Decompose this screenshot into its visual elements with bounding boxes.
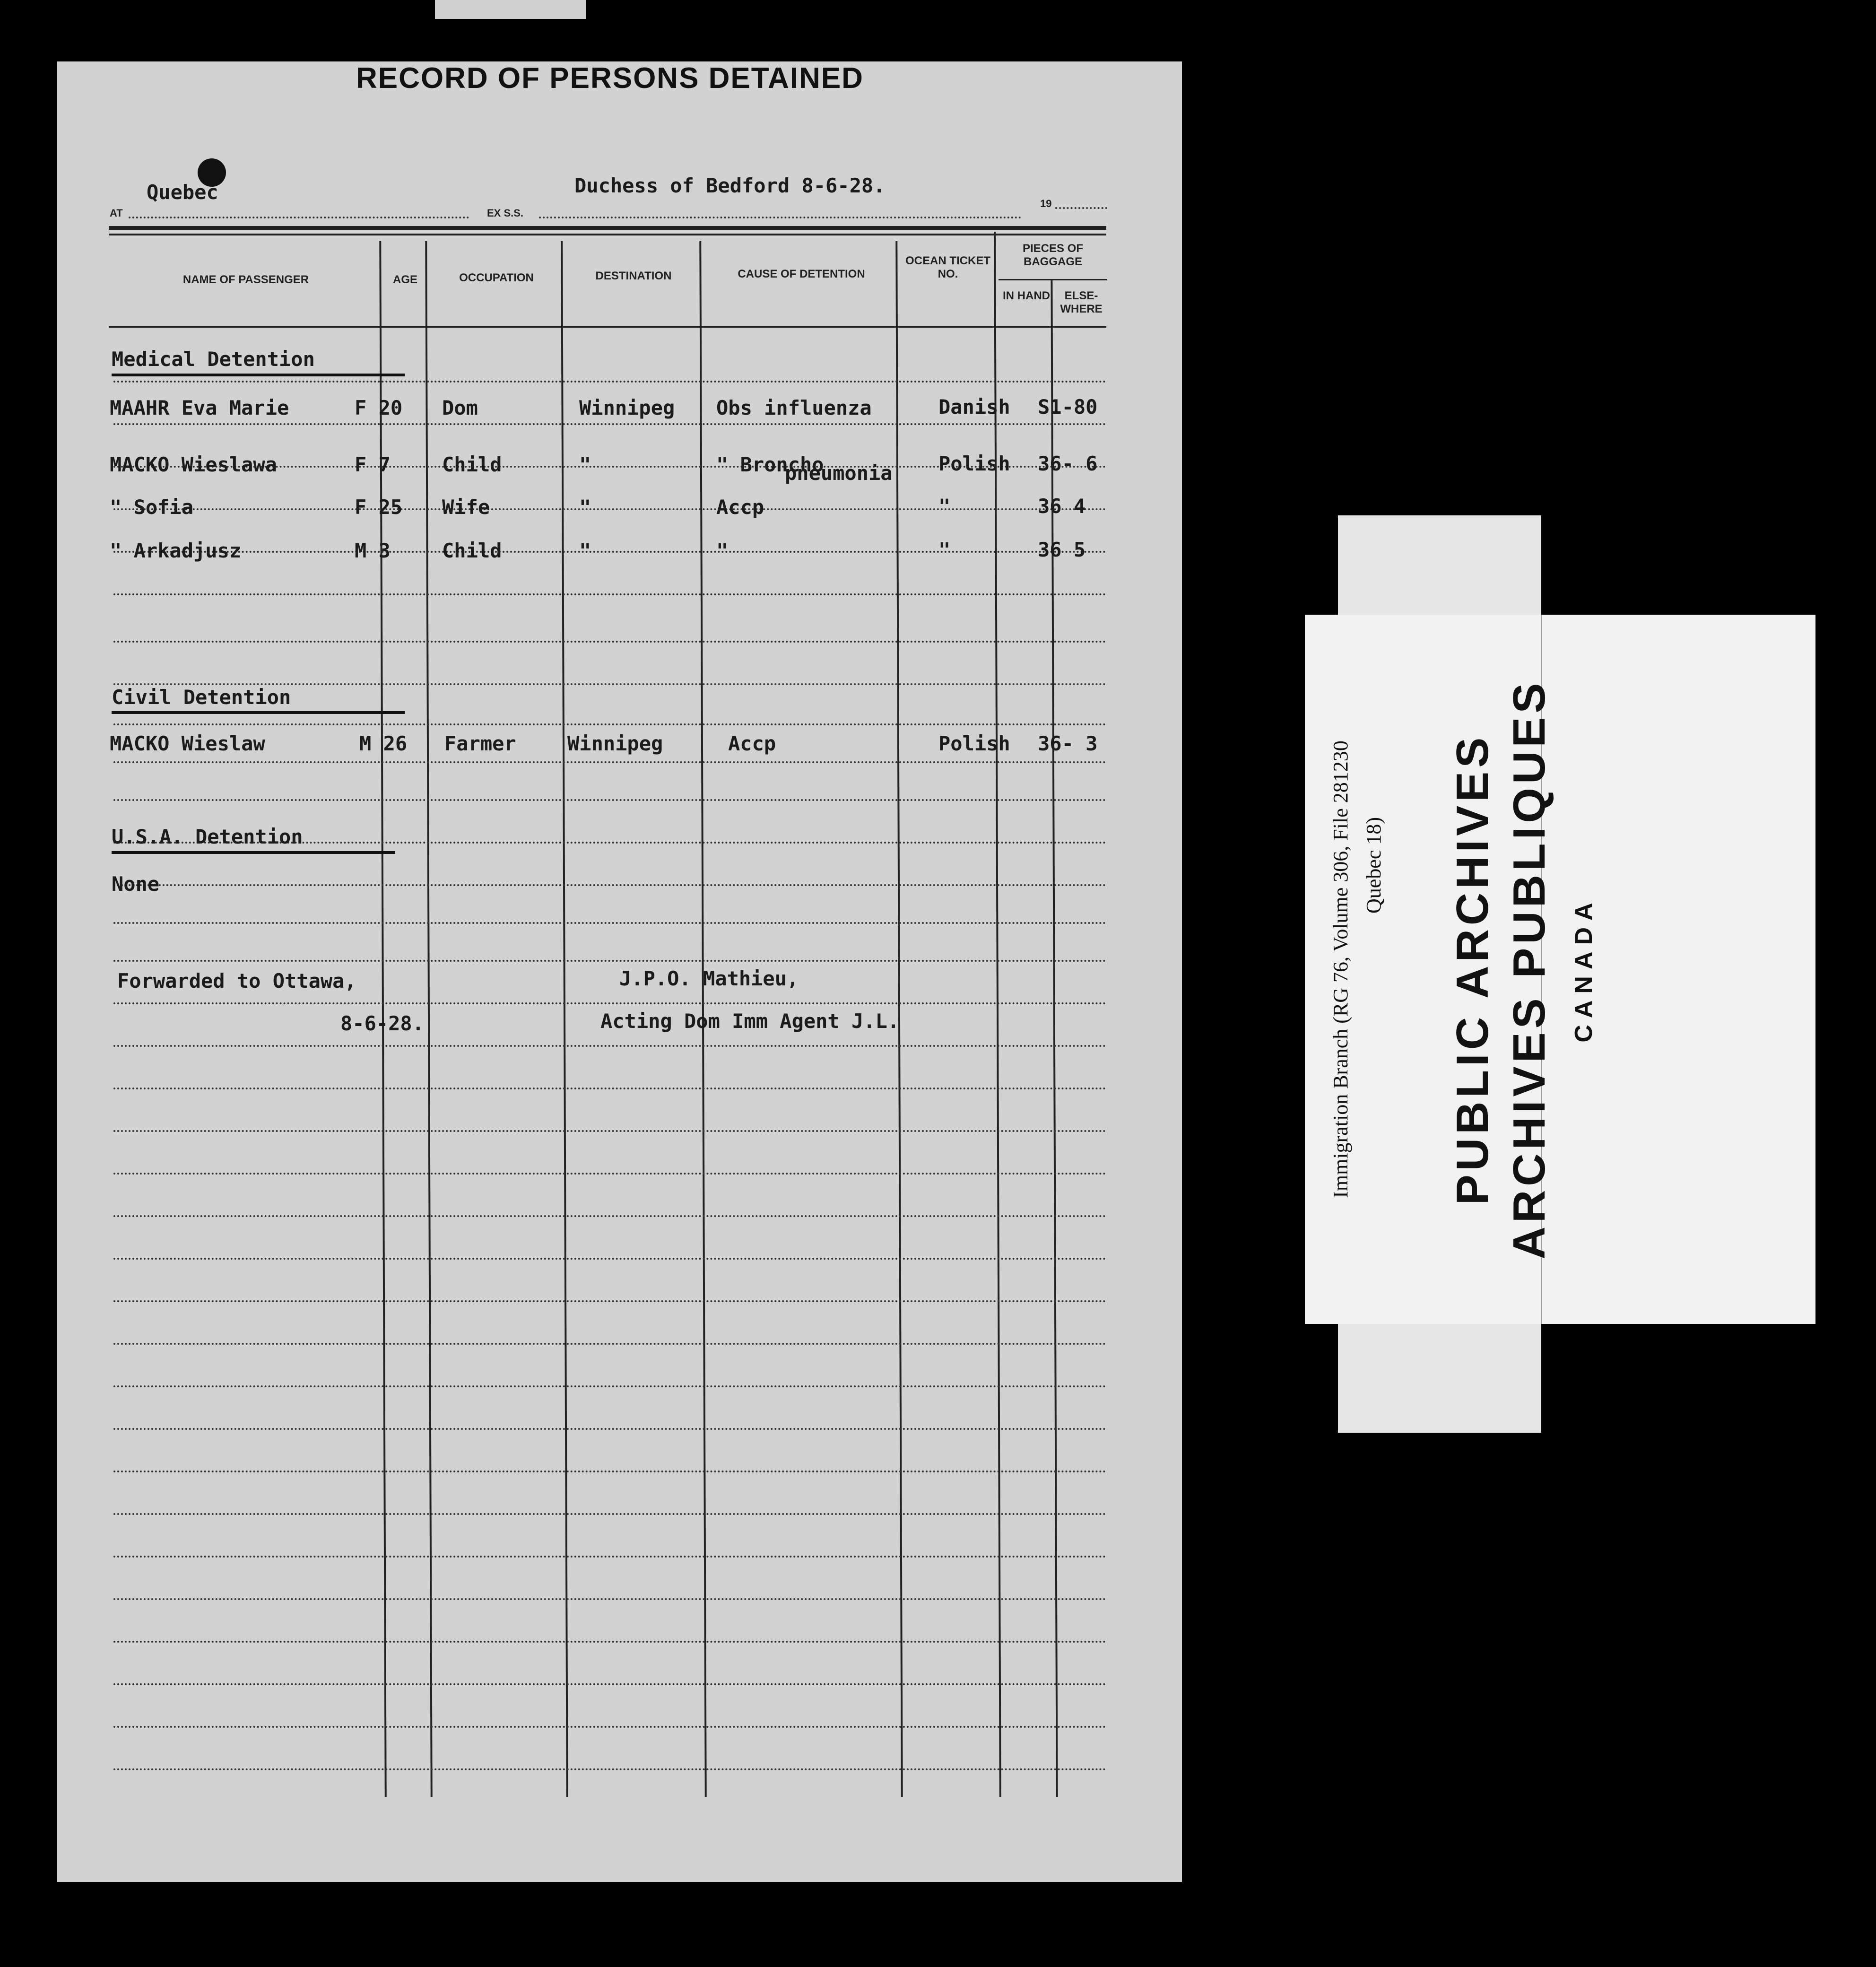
row-dotted-line <box>113 508 1106 510</box>
col-header-ocean-ticket: OCEAN TICKET NO. <box>905 254 990 280</box>
baggage-sub-rule <box>999 279 1107 280</box>
baggage-count: S1-80 <box>1038 395 1098 418</box>
usa-none-value: None <box>112 872 160 896</box>
row-dotted-line <box>113 1513 1106 1515</box>
col-header-destination: DESTINATION <box>595 270 672 282</box>
row-dotted-line <box>113 1683 1106 1685</box>
passenger-name: MAAHR Eva Marie <box>110 396 289 419</box>
row-dotted-line <box>113 593 1106 595</box>
row-dotted-line <box>113 1385 1106 1387</box>
row-dotted-line <box>113 1002 1106 1004</box>
archive-label-line2: Quebec 18) <box>1362 817 1385 914</box>
section-usa-underline <box>112 851 395 854</box>
row-dotted-line <box>113 884 1106 886</box>
section-civil-underline <box>112 711 405 714</box>
passenger-occupation: Wife <box>442 496 490 519</box>
passenger-sex-age: M 3 <box>355 539 391 562</box>
year-label: 19 <box>1040 198 1052 209</box>
ex-ss-dotted-line <box>539 217 1021 218</box>
detention-cause: Accp <box>728 732 776 755</box>
section-usa: U.S.A. Detention <box>112 825 303 848</box>
col-header-baggage: PIECES OF BAGGAGE <box>1022 242 1084 268</box>
forwarded-text: Forwarded to Ottawa, <box>117 969 356 992</box>
row-dotted-line <box>113 1173 1106 1175</box>
col-header-elsewhere: ELSE- WHERE <box>1060 289 1103 315</box>
section-medical-underline <box>112 374 405 376</box>
row-dotted-line <box>113 1598 1106 1600</box>
ocean-ticket: Polish <box>938 732 1010 755</box>
signer-name: J.P.O. Mathieu, <box>619 967 799 990</box>
col-header-name: NAME OF PASSENGER <box>182 273 309 286</box>
detention-cause: " Broncho <box>716 453 824 476</box>
archive-label-public-archives: PUBLIC ARCHIVES <box>1447 733 1498 1205</box>
row-dotted-line <box>113 1726 1106 1728</box>
passenger-name: MACKO Wieslawa <box>110 453 278 476</box>
detention-cause-continued: pneumonia <box>785 461 893 485</box>
passenger-occupation: Child <box>442 453 502 476</box>
passenger-occupation: Child <box>442 539 502 562</box>
baggage-count: 36 5 <box>1038 538 1086 561</box>
signer-title: Acting Dom Imm Agent J.L. <box>600 1010 900 1033</box>
passenger-destination: " <box>579 453 591 476</box>
passenger-destination: " <box>579 539 591 562</box>
baggage-count: 36- 3 <box>1038 732 1098 755</box>
baggage-count: 36- 6 <box>1038 452 1098 475</box>
detention-cause: " <box>716 539 729 562</box>
at-label: AT <box>110 207 123 219</box>
at-dotted-line <box>129 217 469 218</box>
row-dotted-line <box>113 423 1106 425</box>
forwarded-date: 8-6-28. <box>340 1012 425 1035</box>
row-dotted-line <box>113 723 1106 725</box>
row-dotted-line <box>113 1088 1106 1089</box>
at-value: Quebec <box>147 181 218 204</box>
passenger-sex-age: F 20 <box>355 396 403 419</box>
passenger-destination: Winnipeg <box>579 396 675 419</box>
row-dotted-line <box>113 1471 1106 1472</box>
row-dotted-line <box>113 799 1106 801</box>
passenger-name: " Sofia <box>110 496 194 519</box>
row-dotted-line <box>113 1343 1106 1345</box>
archive-label-archives-publiques: ARCHIVES PUBLIQUES <box>1504 679 1555 1260</box>
ocean-ticket: " <box>938 538 951 561</box>
row-dotted-line <box>113 1641 1106 1643</box>
row-dotted-line <box>113 1768 1106 1770</box>
row-dotted-line <box>113 1258 1106 1260</box>
header-top-rule-thin <box>109 234 1106 235</box>
row-dotted-line <box>113 641 1106 643</box>
ex-ss-label: EX S.S. <box>487 207 524 219</box>
passenger-occupation: Dom <box>442 396 478 419</box>
detention-cause: Accp <box>716 496 764 519</box>
ex-ss-value: Duchess of Bedford 8-6-28. <box>574 174 886 197</box>
passenger-sex-age: M 26 <box>359 732 408 755</box>
row-dotted-line <box>113 683 1106 685</box>
archive-label <box>1305 615 1815 1324</box>
passenger-name: MACKO Wieslaw <box>110 732 265 755</box>
col-header-occupation: OCCUPATION <box>459 271 534 284</box>
header-top-rule <box>109 226 1106 230</box>
passenger-sex-age: F 25 <box>355 496 403 519</box>
row-dotted-line <box>113 551 1106 553</box>
passenger-name: " Arkadjusz <box>110 539 242 562</box>
col-header-cause: CAUSE OF DETENTION <box>738 268 865 280</box>
header-bottom-rule <box>109 326 1106 328</box>
row-dotted-line <box>113 1130 1106 1132</box>
passenger-occupation: Farmer <box>444 732 516 755</box>
row-dotted-line <box>113 922 1106 924</box>
ocean-ticket: Polish <box>938 452 1010 475</box>
row-dotted-line <box>113 1300 1106 1302</box>
detention-cause: Obs influenza <box>716 396 872 419</box>
archive-label-canada: CANADA <box>1570 896 1598 1043</box>
section-medical: Medical Detention <box>112 348 315 371</box>
row-dotted-line <box>113 960 1106 962</box>
passenger-destination: " <box>579 496 591 519</box>
form-title: RECORD OF PERSONS DETAINED <box>356 62 864 95</box>
row-dotted-line <box>113 1045 1106 1047</box>
row-dotted-line <box>113 1215 1106 1217</box>
film-edge-strip <box>435 0 586 19</box>
baggage-count: 36 4 <box>1038 495 1086 518</box>
col-header-in-hand: IN HAND <box>1003 289 1050 302</box>
col-header-age: AGE <box>392 273 417 286</box>
passenger-destination: Winnipeg <box>567 732 663 755</box>
ocean-ticket: Danish <box>938 395 1010 418</box>
row-dotted-line <box>113 381 1106 383</box>
row-dotted-line <box>113 1556 1106 1558</box>
row-dotted-line <box>113 761 1106 763</box>
year-dotted-line <box>1055 207 1107 209</box>
row-dotted-line <box>113 1428 1106 1430</box>
archive-label-line1: Immigration Branch (RG 76, Volume 306, File 281230 <box>1329 740 1352 1198</box>
section-civil: Civil Detention <box>112 686 291 709</box>
passenger-sex-age: F 7 <box>355 453 391 476</box>
ocean-ticket: " <box>938 495 951 518</box>
